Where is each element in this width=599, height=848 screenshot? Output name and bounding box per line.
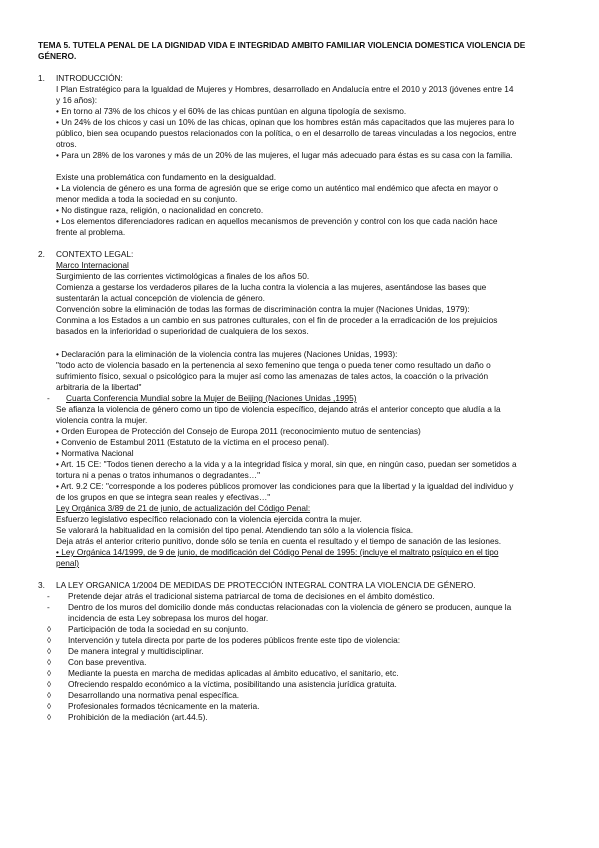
diamond-marker: ◊ [47,679,52,689]
legal2-line-2: violencia contra la mujer. [56,415,148,425]
diamond-marker: ◊ [47,701,52,711]
intro-bullet-1: • En torno al 73% de los chicos y el 60% de las chicas puntúan en alguna tipología de sexismo. [56,106,407,116]
intro-line-2: y 16 años): [56,95,98,105]
ley2004-item-6: Ofreciendo respaldo económico a la víctima, posibilitando una asistencia jurídica gratuita. [68,679,397,689]
legal2-bullet-orden: • Orden Europea de Protección del Consejo de Europa 2011 (reconocimiento mutuo de sentencias) [56,426,421,436]
legal-line-2: Comienza a gestarse los verdaderos pilares de la lucha contra la violencia a las mujeres, asentándose las bases que [56,282,487,292]
legal3-line-3: Deja atrás el anterior criterio punitivo, donde sólo se tenía en cuenta el resultado y el tiempo de sanación de las lesiones. [56,536,502,546]
legal2-bullet-normativa: • Normativa Nacional [56,448,134,458]
legal2-bullet-art92: • Art. 9.2 CE: "corresponde a los poderes públicos promover las condiciones para que la libertad y la igualdad del individuo y [56,481,514,491]
ley2004-dash-2-cont: incidencia de esta Ley sobrepasa los muros del hogar. [68,613,269,623]
item-beijing: Cuarta Conferencia Mundial sobre la Mujer de Beijing (Naciones Unidas ,1995) [66,393,357,403]
doc-title-line-2: GÉNERO. [38,51,77,61]
ley2004-item-7: Desarrollando una normativa penal específica. [68,690,240,700]
ley2004-dash-2: Dentro de los muros del domicilio donde más conductas relacionadas con la violencia de género se producen, aunque la [68,602,512,612]
ley2004-item-5: Mediante la puesta en marcha de medidas aplicadas al ámbito educativo, el sanitario, etc. [68,668,399,678]
legal-quote-line-3: arbitraria de la libertad" [56,382,142,392]
legal-quote-line-1: "todo acto de violencia basado en la pertenencia al sexo femenino que tenga o pueda tener como resultado un daño o [56,360,491,370]
legal2-bullet-convenio: • Convenio de Estambul 2011 (Estatuto de la víctima en el proceso penal). [56,437,330,447]
doc-title-line-1: TEMA 5. TUTELA PENAL DE LA DIGNIDAD VIDA E INTEGRIDAD AMBITO FAMILIAR VIOLENCIA DOMESTICA VIOLENCIA DE [38,40,526,50]
section-heading-contexto-legal: CONTEXTO LEGAL: [56,249,134,259]
dash-marker: - [47,602,50,612]
section-number-2: 2. [38,249,45,259]
intro-line-6: otros. [56,139,77,149]
ley-organica-14-1999-cont: penal) [56,558,80,568]
ley-organica-14-1999: • Ley Orgánica 14/1999, de 9 de junio, de modificación del Código Penal de 1995: (incluye el maltrato psíquico en el tipo [56,547,499,557]
ley2004-dash-1: Pretende dejar atrás el tradicional sistema patriarcal de toma de decisiones en el ámbito doméstico. [68,591,435,601]
section-heading-introduccion: INTRODUCCIÓN: [56,73,123,83]
diamond-marker: ◊ [47,668,52,678]
intro-bullet-2: • Un 24% de los chicos y casi un 10% de las chicas, opinan que los hombres están más capacitados que las mujeres para lo [56,117,515,127]
intro-line-problematica: Existe una problemática con fundamento en la desigualdad. [56,172,277,182]
intro-bullet-4: • La violencia de género es una forma de agresión que se erige como un auténtico mal endémico que afecta en mayor o [56,183,498,193]
ley2004-item-9: Prohibición de la mediación (art.44.5). [68,712,208,722]
diamond-marker: ◊ [47,690,52,700]
ley2004-item-3: De manera integral y multidisciplinar. [68,646,204,656]
legal-line-6: basados en la inferioridad o superioridad de cualquiera de los sexos. [56,326,309,336]
intro-bullet-6: • Los elementos diferenciadores radican en aquellos mecanismos de prevención y control con los que cada nación hace [56,216,498,226]
dash-marker: - [47,591,50,601]
diamond-marker: ◊ [47,646,52,656]
legal-line-4: Convención sobre la eliminación de todas las formas de discriminación contra la mujer (Naciones Unidas, 1979): [56,304,470,314]
diamond-marker: ◊ [47,712,52,722]
legal-bullet-declaracion: • Declaración para la eliminación de la violencia contra las mujeres (Naciones Unidas, 1993): [56,349,398,359]
ley2004-item-8: Profesionales formados técnicamente en la materia. [68,701,260,711]
legal3-line-2: Se valorará la habitualidad en la comisión del tipo penal. Atendiendo tan sólo a la violencia física. [56,525,413,535]
ley2004-item-1: Participación de toda la sociedad en su conjunto. [68,624,249,634]
diamond-marker: ◊ [47,624,52,634]
legal2-bullet-art15: • Art. 15 CE: "Todos tienen derecho a la vida y a la integridad física y moral, sin que, en ningún caso, puedan ser sometidos a [56,459,517,469]
ley2004-item-4: Con base preventiva. [68,657,147,667]
legal3-line-1: Esfuerzo legislativo específico relacionado con la violencia ejercida contra la mujer. [56,514,362,524]
section-heading-ley-1-2004: LA LEY ORGANICA 1/2004 DE MEDIDAS DE PROTECCIÓN INTEGRAL CONTRA LA VIOLENCIA DE GÉNERO. [56,580,476,590]
legal2-line-art92-cont: de los grupos en que se integra sean reales y efectivas…" [56,492,271,502]
intro-line-11: menor medida a toda la sociedad en su conjunto. [56,194,238,204]
intro-line-1: I Plan Estratégico para la Igualdad de Mujeres y Hombres, desarrollado en Andalucía entre el 2010 y 2013 (jóvenes entre 14 [56,84,514,94]
intro-line-5: público, bien sea ocupando puestos relacionados con la política, o en el desarrollo de tareas vinculadas a los negocios, entre [56,128,517,138]
section-number-3: 3. [38,580,45,590]
legal-line-3: sustentarán la actual concepción de violencia de género. [56,293,265,303]
intro-line-14: frente al problema. [56,227,126,237]
legal2-line-art15-cont: tortura ni a penas o tratos inhumanos o degradantes…" [56,470,261,480]
legal-line-1: Surgimiento de las corrientes victimológicas a finales de los años 50. [56,271,310,281]
intro-bullet-3: • Para un 28% de los varones y más de un 20% de las mujeres, el lugar más adecuado para éstas es su casa con la familia. [56,150,513,160]
legal-line-5: Conmina a los Estados a un cambio en sus patrones culturales, con el fin de proceder a la erradicación de los prejuicios [56,315,498,325]
legal-quote-line-2: sufrimiento físico, sexual o psicológico para la mujer así como las amenazas de tales actos, la coacción o la privación [56,371,489,381]
subheading-marco-internacional: Marco Internacional [56,260,129,270]
ley2004-item-2: Intervención y tutela directa por parte de los poderes públicos frente este tipo de violencia: [68,635,401,645]
diamond-marker: ◊ [47,657,52,667]
ley-organica-3-89: Ley Orgánica 3/89 de 21 de junio, de actualización del Código Penal: [56,503,311,513]
intro-bullet-5: • No distingue raza, religión, o nacionalidad en concreto. [56,205,264,215]
section-number-1: 1. [38,73,45,83]
dash-marker: - [47,393,50,403]
legal2-line-1: Se afianza la violencia de género como un tipo de violencia específico, dejando atrás el anterior concepto que aludía a la [56,404,501,414]
diamond-marker: ◊ [47,635,52,645]
